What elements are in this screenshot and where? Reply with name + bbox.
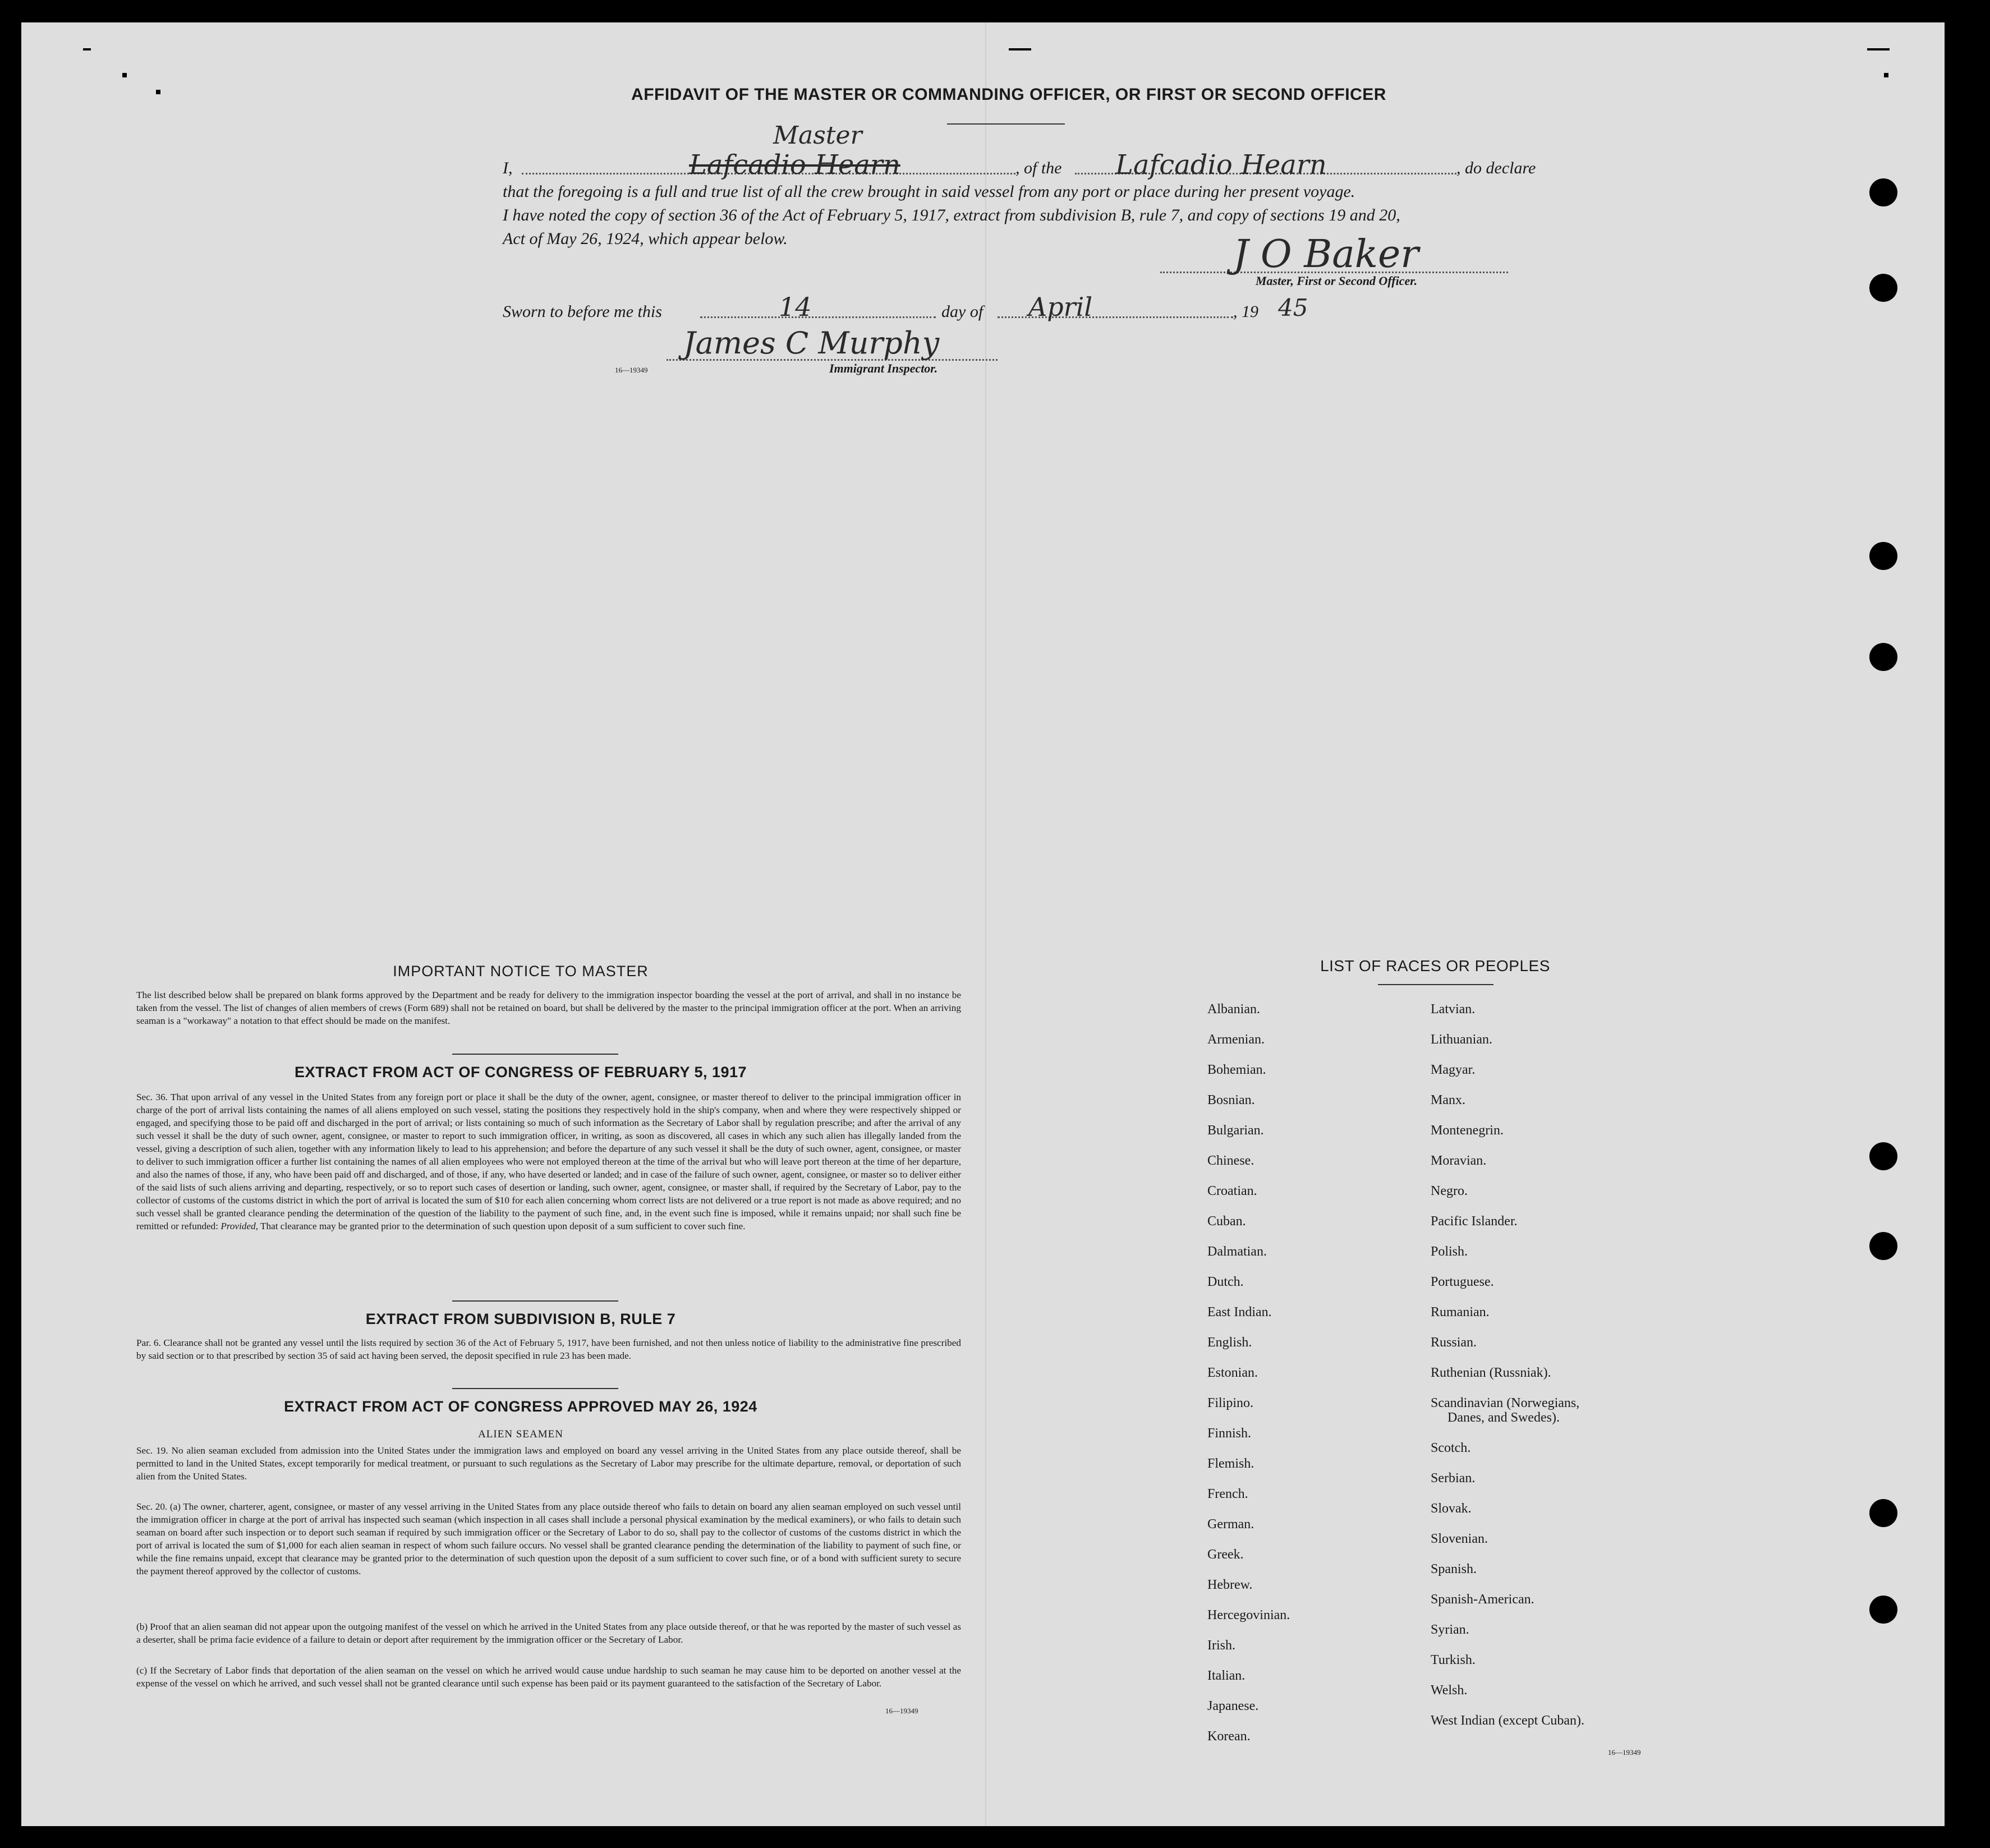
race-item: English. (1207, 1335, 1252, 1350)
race-item: Polish. (1431, 1244, 1468, 1259)
race-item: East Indian. (1207, 1305, 1272, 1320)
punch-hole (1869, 1596, 1897, 1624)
race-item: Manx. (1431, 1093, 1465, 1107)
race-item: French. (1207, 1487, 1248, 1501)
race-item: Dalmatian. (1207, 1244, 1267, 1259)
extract-1924-title: EXTRACT FROM ACT OF CONGRESS APPROVED MAY 26, 1924 (284, 1398, 757, 1415)
race-item: Bohemian. (1207, 1063, 1266, 1077)
race-item: German. (1207, 1517, 1254, 1532)
extract-1917-title: EXTRACT FROM ACT OF CONGRESS OF FEBRUARY 5, 1917 (294, 1064, 747, 1081)
extract-1917-text-part2: That clearance may be granted prior to the determination of such question upon deposit of a sum sufficient to cover such fine. (260, 1221, 746, 1231)
speck (1009, 48, 1031, 50)
race-item: Bosnian. (1207, 1093, 1255, 1107)
of-the-label: , of the (1015, 159, 1062, 177)
race-item: Lithuanian. (1431, 1032, 1492, 1047)
punch-hole (1869, 1142, 1897, 1170)
race-item: Spanish. (1431, 1562, 1477, 1576)
divider (452, 1388, 618, 1389)
race-item: Bulgarian. (1207, 1123, 1264, 1138)
day-field-line (700, 316, 936, 318)
race-item: Syrian. (1431, 1622, 1469, 1637)
sworn-label: Sworn to before me this (503, 302, 662, 321)
race-item: Irish. (1207, 1638, 1235, 1653)
race-item: Negro. (1431, 1184, 1468, 1198)
races-left-column (1207, 1002, 1290, 1759)
race-item: Spanish-American. (1431, 1592, 1534, 1607)
extract-1917-text-part1: Sec. 36. That upon arrival of any vessel in the United States from any foreign port or place it shall be the duty of the owner, agent, consignee, or master thereof to deliver to the principal immigration officer in charge of the port of arrival lists containing the names of all aliens employed on such vessel, stating the positions they respectively hold in the ship's company, when and where they were respectively shipped or engaged, and specifying those to be paid off and discharged in the port of arrival; or lists containing so much of such information as the Secretary of Labor shall by regulation prescribe; and after the arrival of any such vessel it shall be the duty of such owner, agent, consignee, or master to report to such immigration officer, in writing, as soon as discovered, all cases in which any such alien has illegally landed from the vessel, giving a description of such alien, together with any information likely to lead to his apprehension; and before the departure of any such vessel it shall be the duty of such owner, agent, consignee, or master to deliver to such immigration officer a further list containing the names of all alien employees who were not employed thereon at the time of the arrival but who will leave port thereon at the time of her departure, and also the names of those, if any, who have been paid off and discharged, and of those, if any, who have deserted or landed; and in case of the failure of such owner, agent, consignee, or master so to deliver either of the said lists of such aliens arriving and departing, respectively, or so to report such cases of desertion or landing, such owner, agent, consignee, or master shall, if required by the Secretary of Labor, pay to the collector of customs of the customs district in which the port of arrival is located the sum of $10 for each alien concerning whom correct lists are not delivered or a true report is not made as above required; and no such vessel shall be granted clearance pending the determination of the question of the liability to the payment of such fine, and, in the event such fine is imposed, while it remains unpaid; nor shall such fine be remitted or refunded: (136, 1092, 961, 1231)
race-item: Cuban. (1207, 1214, 1246, 1229)
punch-hole (1869, 643, 1897, 671)
speck (1884, 73, 1888, 77)
divider (1378, 984, 1493, 985)
race-item: Rumanian. (1431, 1305, 1490, 1320)
punch-hole (1869, 178, 1897, 206)
speck (156, 90, 160, 94)
race-item: Croatian. (1207, 1184, 1257, 1198)
race-item: Serbian. (1431, 1471, 1476, 1486)
extract-1924-sec20a: Sec. 20. (a) The owner, charterer, agent, consignee, or master of any vessel arriving in the United States from any place outside thereof who fails to detain on board any alien seaman employed on such vessel until the immigration officer in charge at the port of arrival has inspected such seaman (which inspection in all cases shall include a personal physical examination by the medical examiners), or who fails to detain such seaman on board after such inspection or to deport such seaman if required by such immigration officer or the Secretary of Labor to do so, shall pay to the collector of customs of the customs district in which the port of arrival is located the sum of $1,000 for each alien seaman in respect of whom such failure occurs. No vessel shall be granted clearance pending the determination of the liability to payment of such fine, or while the fine remains unpaid, except that clearance may be granted prior to the determination of such question upon the deposit of a sum sufficient to cover such fine, or of a bond with sufficient surety to secure the payment thereof approved by the collector of customs. (136, 1501, 961, 1576)
race-item: Hebrew. (1207, 1578, 1253, 1592)
notice-text: The list described below shall be prepared on blank forms approved by the Department and be ready for delivery to the immigration inspector boarding the vessel at the port of arrival, and shall in no instance be taken from the vessel. The list of changes of alien members of crews (Form 689) shall not be retained on board, but shall be delivered by the master to the principal immigration officer at the port. When an arriving seaman is a "workaway" a notation to that effect should be made on the manifest. (136, 990, 961, 1026)
race-item: Latvian. (1431, 1002, 1476, 1017)
divider (452, 1054, 618, 1055)
fold-line (985, 22, 986, 1826)
left-form-number: 16—19349 (885, 1707, 918, 1715)
race-item: Estonian. (1207, 1366, 1258, 1380)
extract-1924-subtitle: ALIEN SEAMEN (478, 1428, 563, 1440)
race-item-continued: Danes, and Swedes). (1447, 1410, 1560, 1425)
speck (1867, 48, 1890, 50)
race-item: West Indian (except Cuban). (1431, 1713, 1584, 1728)
punch-hole (1869, 1232, 1897, 1260)
speck (83, 48, 91, 50)
race-item: Pacific Islander. (1431, 1214, 1518, 1229)
speck (122, 73, 127, 77)
race-item: Ruthenian (Russniak). (1431, 1366, 1551, 1380)
declaration-line-3: I have noted the copy of section 36 of the Act of February 5, 1917, extract from subdivision B, rule 7, and copy of sections 19 and 20, (503, 206, 1400, 224)
do-declare-label: , do declare (1456, 159, 1536, 177)
race-item: Welsh. (1431, 1683, 1468, 1698)
affidavit-title: AFFIDAVIT OF THE MASTER OR COMMANDING OFFICER, OR FIRST OR SECOND OFFICER (631, 85, 1386, 104)
name-handwritten: Lafcadio Hearn (689, 149, 900, 181)
declaration-line-2: that the foregoing is a full and true list of all the crew brought in said vessel from any port or place during her present voyage. (503, 182, 1355, 201)
right-form-number: 16—19349 (1608, 1748, 1641, 1757)
race-item: Hercegovinian. (1207, 1608, 1290, 1622)
inspector-signature: James C Murphy (683, 325, 940, 361)
race-item: Slovenian. (1431, 1532, 1488, 1546)
race-item: Italian. (1207, 1668, 1246, 1683)
year-handwritten: 45 (1278, 294, 1308, 321)
rank-handwritten: Master (773, 121, 862, 150)
race-item: Montenegrin. (1431, 1123, 1504, 1138)
extract-1924-sec19: Sec. 19. No alien seaman excluded from admission into the United States under the immigration laws and employed on board any vessel arriving in the United States from any place outside thereof, shall be permitted to land in the United States, except temporarily for medical treatment, or pursuant to such regulations as the Secretary of Labor may prescribe for the ultimate departure, removal, or deportation of such alien from the United States. (136, 1445, 961, 1482)
extract-1924-sec20c: (c) If the Secretary of Labor finds that deportation of the alien seaman on the vessel on which he arrived would cause undue hardship to such seaman he may cause him to be deported on another vessel at the expense of the vessel on which he arrived, and such vessel shall not be granted clearance until such expense has been paid or its payment guaranteed to the satisfaction of the Secretary of Labor. (136, 1665, 961, 1689)
races-title: LIST OF RACES OR PEOPLES (1320, 957, 1550, 974)
race-item: Flemish. (1207, 1456, 1254, 1471)
master-signature: J O Baker (1233, 232, 1419, 277)
notice-title: IMPORTANT NOTICE TO MASTER (393, 963, 649, 980)
race-item: Japanese. (1207, 1699, 1259, 1713)
document-page (21, 22, 1945, 1826)
race-item: Slovak. (1431, 1501, 1472, 1516)
race-item: Korean. (1207, 1729, 1251, 1744)
race-item: Scandinavian (Norwegians, (1431, 1396, 1580, 1410)
divider (947, 123, 1065, 125)
punch-hole (1869, 274, 1897, 302)
extract-1924-sec20b: (b) Proof that an alien seaman did not appear upon the outgoing manifest of the vessel on which he arrived in the United States from any place outside thereof, or that he was reported by the master of such vessel as a deserter, shall be prima facie evidence of a failure to detain or deport after requirement by the immigration officer or the Secretary of Labor. (136, 1621, 961, 1645)
race-item: Dutch. (1207, 1275, 1244, 1289)
punch-hole (1869, 542, 1897, 570)
race-item: Magyar. (1431, 1063, 1476, 1077)
race-item: Turkish. (1431, 1653, 1476, 1667)
extract-1917-provided: Provided, (220, 1221, 259, 1231)
punch-hole (1869, 1499, 1897, 1527)
race-item: Filipino. (1207, 1396, 1254, 1410)
race-item: Armenian. (1207, 1032, 1265, 1047)
day-handwritten: 14 (779, 292, 812, 322)
extract-1917-text (136, 1091, 961, 1233)
race-item: Scotch. (1431, 1441, 1471, 1455)
race-item: Finnish. (1207, 1426, 1252, 1441)
extract-rule7-text: Par. 6. Clearance shall not be granted any vessel until the lists required by section 36 of the Act of February 5, 1917, have been furnished, and not then unless notice of liability to the administrative fine prescribed by said section or to that prescribed by section 35 of said act having been served, the deposit specified in rule 23 has been made. (136, 1337, 961, 1361)
divider (452, 1300, 618, 1302)
race-item: Russian. (1431, 1335, 1477, 1350)
race-item: Albanian. (1207, 1002, 1260, 1017)
races-right-column (1431, 1002, 1584, 1744)
extract-rule7-title: EXTRACT FROM SUBDIVISION B, RULE 7 (365, 1311, 676, 1327)
race-item: Portuguese. (1431, 1275, 1494, 1289)
race-item: Chinese. (1207, 1153, 1254, 1168)
affidavit-form-number: 16—19349 (615, 366, 648, 374)
declaration-line-4: Act of May 26, 1924, which appear below. (503, 229, 788, 248)
day-of-label: day of (941, 302, 983, 321)
race-item: Moravian. (1431, 1153, 1487, 1168)
i-label: I, (503, 159, 513, 177)
year-prefix: , 19 (1233, 302, 1258, 321)
month-handwritten: April (1028, 292, 1093, 322)
inspector-caption: Immigrant Inspector. (829, 361, 938, 375)
race-item: Greek. (1207, 1547, 1244, 1562)
signature-caption: Master, First or Second Officer. (1256, 274, 1418, 288)
vessel-handwritten: Lafcadio Hearn (1115, 149, 1327, 181)
